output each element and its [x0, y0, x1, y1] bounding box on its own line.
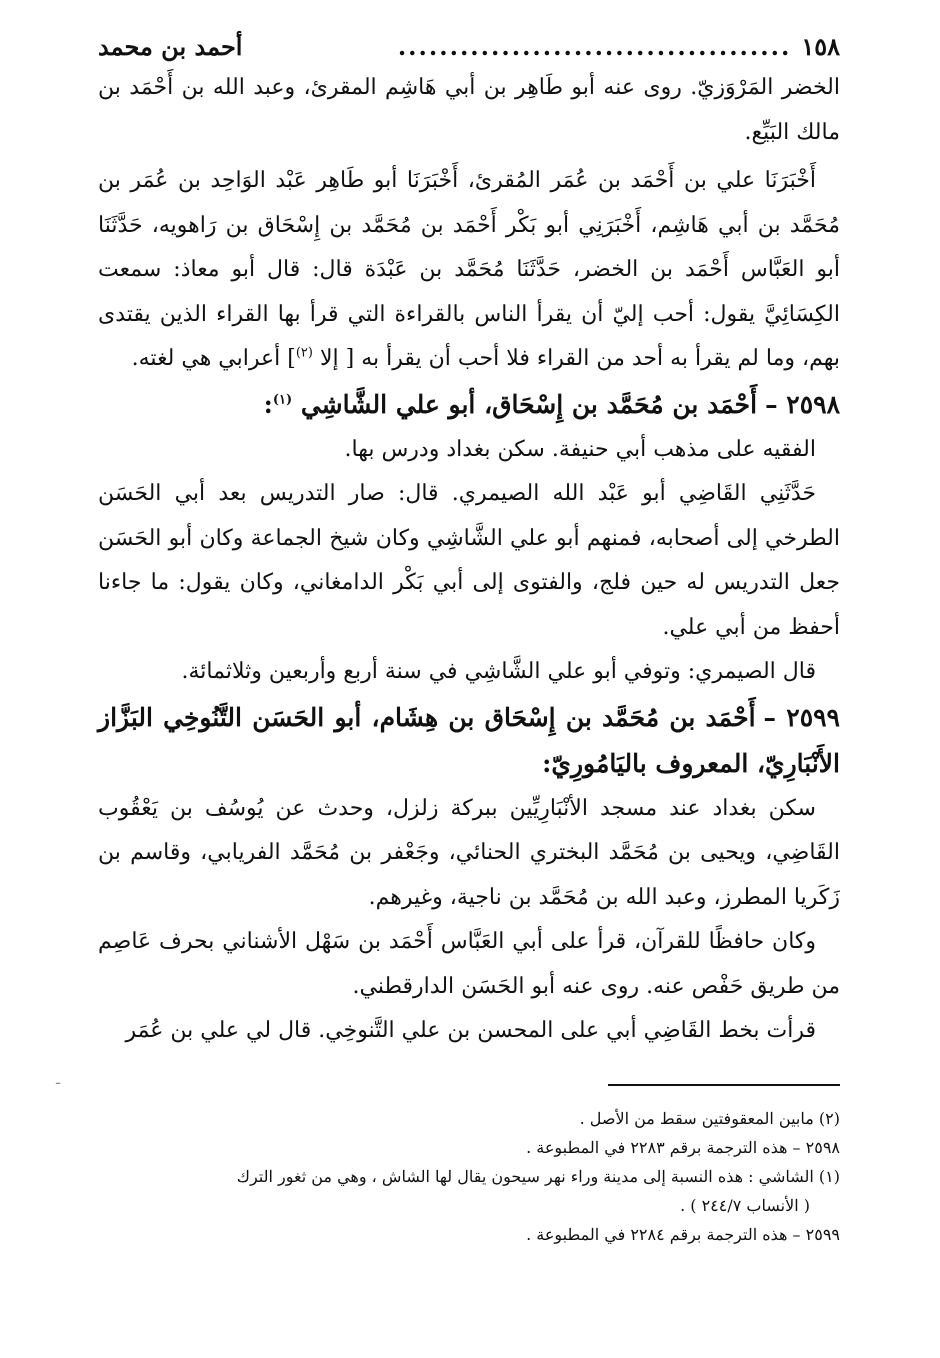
paragraph-tanukhi: قرأت بخط القَاضِي أبي على المحسن بن علي التَّنوخِي. قال لي علي بن عُمَر [125, 1018, 816, 1043]
paragraph-faqih: الفقيه على مذهب أبي حنيفة. سكن بغداد ودرس بها. [344, 436, 816, 462]
footnote-shashi: (١) الشاشي : هذه النسبة إلى مدينة وراء نهر سيحون يقال لها الشاش ، وهي من ثغور الترك [236, 1166, 840, 1186]
paragraph-baghdad: سكن بغداد عند مسجد الأنْبَارِيِّين ببركة زلزل، وحدث عن يُوسُف بن يَعْقُوب القَاضِي، ويحيى بن مُحَمَّد البختري الحنائي، وجَعْفر بن مُحَمَّد الفريابي، وقاسم بن زَكَريا المطرز، وعبد الله بن مُحَمَّد بن ناجية، وغيرهم. [98, 795, 840, 910]
footnote-2598: ٢٥٩٨ – هذه الترجمة برقم ٢٢٨٣ في المطبوعة . [526, 1137, 840, 1157]
footnote-separator-wrap [98, 1054, 840, 1104]
dot-leader: ...................................... [397, 32, 792, 61]
book-page [98, 30, 840, 1330]
page-number: ١٥٨ [801, 32, 840, 61]
footnote-rule [608, 1084, 840, 1086]
entry-colon-2598: : [263, 389, 273, 419]
running-title: أحمد بن محمد [98, 32, 243, 61]
footnote-missing: (٢) مابين المعقوفتين سقط من الأصل . [579, 1108, 840, 1128]
main-text [98, 66, 840, 1054]
paragraph-isnad [98, 159, 840, 382]
paragraph-death: قال الصيمري: وتوفي أبو علي الشَّاشِي في سنة أربع وأربعين وثلاثمائة. [181, 659, 816, 684]
footnote-ref-1: (١) [272, 392, 293, 408]
entry-number-2598: ٢٥٩٨ – [765, 389, 840, 419]
paragraph-saymari: حَدَّثَنِي القَاضِي أبو عَبْد الله الصيمري. قال: صار التدريس بعد أبي الحَسَن الطرخي إلى أصحابه، فمنهم أبو علي الشَّاشِي وكان شيخ الجماعة وكان أبو الحَسَن جعل التدريس له حين فلج، والفتوى إلى أبي بَكْر الدامغاني، وكان يقول: ما جاءنا أحفظ من أبي علي. [98, 481, 840, 640]
footnote-shashi-continuation: ( الأنساب ٢٤٤/٧ ) . [680, 1195, 810, 1215]
entry-heading-2599 [98, 695, 840, 787]
running-head [98, 30, 840, 66]
footnotes [98, 1104, 840, 1249]
entry-number-2599: ٢٥٩٩ – [763, 702, 840, 732]
entry-name-2599: أَحْمَد بن مُحَمَّد بن إِسْحَاق بن هِشَام، أبو الحَسَن التَّنُوخِي البَزَّاز الأَنْبَارِيّ، المعروف باليَامُورِيّ: [98, 702, 840, 778]
footnote-ref-2: (٢) [295, 345, 313, 361]
margin-mark: ـ [56, 1072, 61, 1088]
paragraph-continuation: الخضر المَرْوَزيّ. روى عنه أبو طَاهِر بن أبي هَاشِم المقرئ، وعبد الله بن أَحْمَد بن مالك البَيِّع. [98, 75, 840, 145]
entry-heading-2598 [98, 382, 840, 428]
footnote-2599: ٢٥٩٩ – هذه الترجمة برقم ٢٢٨٤ في المطبوعة . [526, 1224, 840, 1244]
isnad-text: أَخْبَرَنَا علي بن أَحْمَد بن عُمَر المُقرئ، أَخْبَرَنَا أبو طَاهِر عَبْد الوَاحِد بن عُمَر بن مُحَمَّد بن أبي هَاشِم، أَخْبَرَنِي أبو بَكْر أَحْمَد بن مُحَمَّد بن إِسْحَاق بن رَاهويه، حَدَّثَنَا أبو العَبَّاس أَحْمَد بن الخضر، حَدَّثَنَا مُحَمَّد بن عَبْدَة قال: قال أبو معاذ: سمعت الكِسَائِيَّ يقول: أحب إليّ أن يقرأ الناس بالقراءة التي قرأ بها القراء الذين يقتدى بهم، وما لم يقرأ به أحد من القراء فلا أحب أن يقرأ به [ إلا [98, 168, 840, 371]
entry-name-2598: أَحْمَد بن مُحَمَّد بن إِسْحَاق، أبو علي الشَّاشِي [300, 389, 758, 419]
isnad-end: ] أعرابي هي لغته. [131, 346, 296, 371]
paragraph-hafiz: وكان حافظًا للقرآن، قرأ على أبي العَبَّاس أَحْمَد بن سَهْل الأشناني بحرف عَاصِم من طريق حَفْص عنه. روى عنه أبو الحَسَن الدارقطني. [98, 929, 840, 999]
